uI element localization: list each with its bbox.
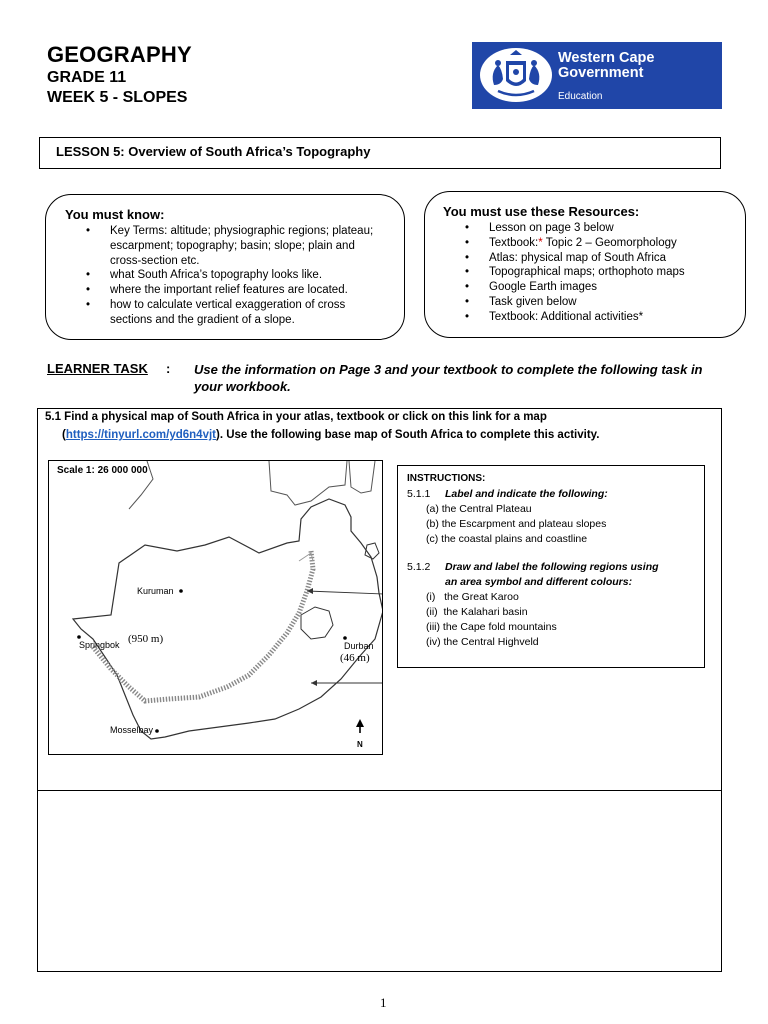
q511-item-c: (c) the coastal plains and coastline [426, 533, 588, 545]
logo-line-1: Western Cape [558, 50, 655, 66]
q511-item-b: (b) the Escarpment and plateau slopes [426, 518, 607, 530]
must-know-heading: You must know: [65, 207, 165, 222]
list-item: • Key Terms: altitude; physiographic regions; plateau; escarpment; topography; basin; slope; plain and cross-section etc. [84, 224, 389, 268]
q512-item-ii: (ii) the Kalahari basin [426, 606, 528, 618]
resources-list [463, 221, 743, 325]
logo-line-3: Education [558, 91, 603, 102]
question-line-2 [62, 429, 599, 441]
place-durban: Durban [344, 641, 374, 651]
week-label: WEEK 5 - SLOPES [47, 89, 188, 106]
q512-item-iv: (iv) the Central Highveld [426, 636, 539, 648]
learner-task-colon: : [166, 361, 171, 376]
list-item: • Task given below [463, 295, 743, 310]
learner-task-label: LEARNER TASK [47, 361, 148, 376]
place-springbok: Springbok [79, 640, 120, 650]
learner-task-text: Use the information on Page 3 and your textbook to complete the following task in your workbook. [194, 362, 703, 394]
list-item: • what South Africa’s topography looks like. [84, 268, 389, 283]
q511-item-a: (a) the Central Plateau [426, 503, 532, 515]
western-cape-logo [472, 42, 722, 109]
page-number: 1 [380, 995, 387, 1010]
list-item: • Textbook: Additional activities* [463, 310, 743, 325]
list-item: • Lesson on page 3 below [463, 221, 743, 236]
resources-heading: You must use these Resources: [443, 204, 640, 219]
map-link[interactable]: https://tinyurl.com/yd6n4vjt [65, 429, 217, 441]
resources-panel [424, 191, 746, 338]
coat-of-arms-icon [476, 45, 556, 106]
q512-text-line-1: Draw and label the following regions using [445, 561, 659, 573]
must-know-list [84, 224, 389, 328]
textbook-prefix: Textbook: [489, 236, 539, 249]
answer-divider [37, 790, 722, 791]
question-line-1: 5.1 Find a physical map of South Africa in your atlas, textbook or click on this link for a map [45, 411, 547, 423]
q512-number: 5.1.2 [407, 561, 431, 573]
q512-item-i: (i) the Great Karoo [426, 591, 519, 603]
q511-text: Label and indicate the following: [445, 488, 608, 500]
map-scale: Scale 1: 26 000 000 [57, 465, 148, 476]
instructions-panel [397, 465, 705, 668]
q512-item-iii: (iii) the Cape fold mountains [426, 621, 557, 633]
question-line-2-rest: ). Use the following base map of South Africa to complete this activity. [216, 429, 600, 441]
list-item: • Topographical maps; orthophoto maps [463, 265, 743, 280]
place-kuruman: Kuruman [137, 586, 174, 596]
south-africa-outline [49, 461, 383, 755]
logo-line-2: Government [558, 65, 644, 81]
q512-text-line-2: an area symbol and different colours: [445, 576, 633, 588]
lesson-title: LESSON 5: Overview of South Africa’s Topography [56, 144, 371, 159]
required-star: * [538, 236, 543, 249]
list-item: • where the important relief features are located. [84, 283, 389, 298]
base-map [48, 460, 383, 755]
instructions-title: INSTRUCTIONS: [407, 473, 486, 484]
springbok-elevation: (950 m) [128, 633, 164, 645]
textbook-topic: Topic 2 – Geomorphology [545, 236, 677, 249]
must-know-panel [45, 194, 405, 340]
list-item [463, 236, 743, 251]
subject-title: GEOGRAPHY [47, 42, 192, 67]
place-mosselbay: Mosselbay [110, 725, 154, 735]
durban-elevation: (46 m) [340, 652, 370, 664]
paren-open: ( [62, 429, 66, 441]
q511-number: 5.1.1 [407, 488, 431, 500]
grade-label: GRADE 11 [47, 69, 127, 86]
lesson-banner [39, 137, 721, 169]
list-item: • Google Earth images [463, 280, 743, 295]
list-item: • Atlas: physical map of South Africa [463, 251, 743, 266]
north-label: N [357, 740, 363, 749]
list-item: • how to calculate vertical exaggeration of cross sections and the gradient of a slope. [84, 298, 389, 328]
